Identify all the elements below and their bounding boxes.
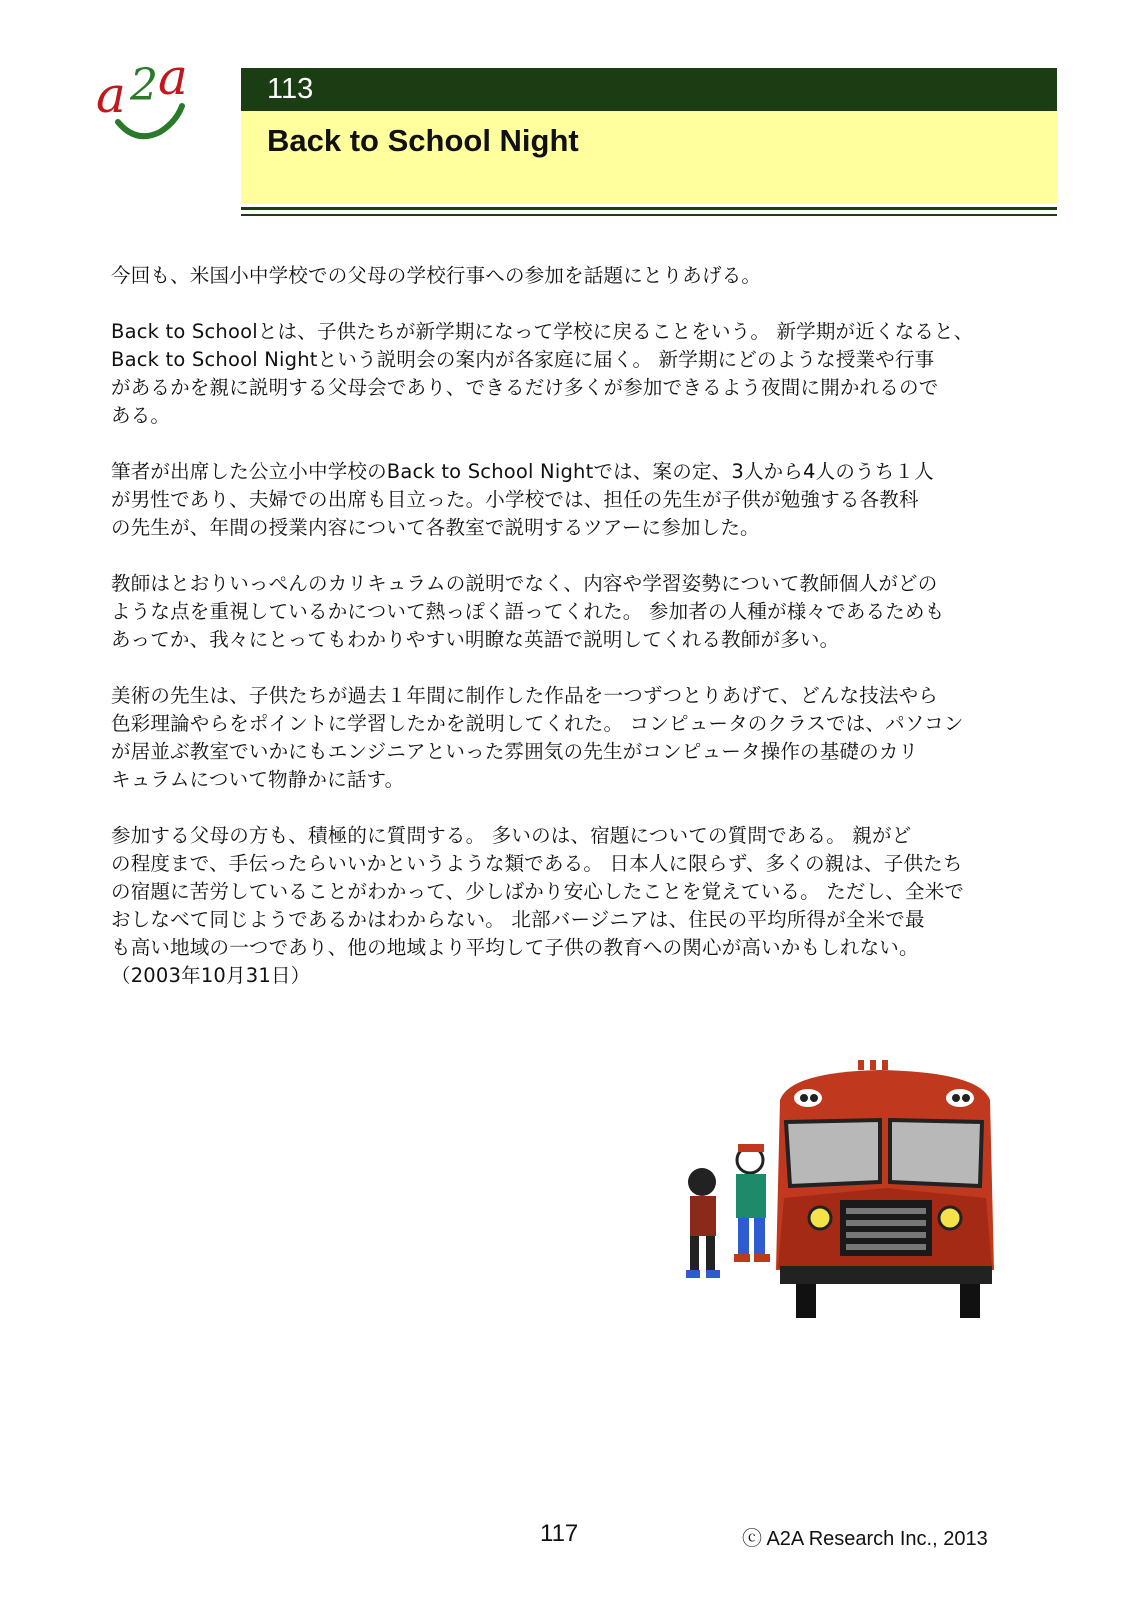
school-bus-children-icon xyxy=(680,1060,1020,1350)
page-header xyxy=(241,68,1057,216)
paragraph-5: 美術の先生は、子供たちが過去１年間に制作した作品を一つずつとりあげて、どんな技法やら 色彩理論やらをポイントに学習したかを説明してくれた。 コンピュータのクラスでは、パソコン が居並ぶ教室でいかにもエンジニアといった雰囲気の先生がコンピュータ操作の基礎のカリ キュラムについて物静かに話す。 xyxy=(111,684,964,791)
svg-text:a: a xyxy=(96,66,126,124)
svg-text:2: 2 xyxy=(130,60,158,111)
section-number: 113 xyxy=(241,68,1057,111)
a2a-logo-icon xyxy=(96,60,200,152)
header-divider-thin xyxy=(241,214,1057,216)
page-title: Back to School Night xyxy=(241,111,1057,203)
article-body xyxy=(111,262,1041,1018)
page-number: 117 xyxy=(540,1520,579,1547)
svg-text:a: a xyxy=(158,60,188,106)
paragraph-4: 教師はとおりいっぺんのカリキュラムの説明でなく、内容や学習姿勢について教師個人がどの ような点を重視しているかについて熱っぽく語ってくれた。 参加者の人種が様々であるためも あってか、我々にとってもわかりやすい明瞭な英語で説明してくれる教師が多い。 xyxy=(111,572,945,651)
paragraph-2: Back to Schoolとは、子供たちが新学期になって学校に戻ることをいう。 新学期が近くなると、 Back to School Nightという説明会の案内が各家庭に届く。 新学期にどのような授業や行事 があるかを親に説明する父母会であり、できるだけ多くが参加できるよう夜間に開かれるので ある。 xyxy=(111,320,974,427)
paragraph-6: 参加する父母の方も、積極的に質問する。 多いのは、宿題についての質問である。 親がど の程度まで、手伝ったらいいかというような類である。 日本人に限らず、多くの親は、子供たち の宿題に苦労していることがわかって、少しばかり安心したことを覚えている。 ただし、全米で おしなべて同じようであるかはわからない。 北部バージニアは、住民の平均所得が全米で最 も高い地域の一つであり、他の地域より平均して子供の教育への関心が高いかもしれない。 （2003年10月31日） xyxy=(111,824,965,987)
header-divider xyxy=(241,207,1057,210)
paragraph-1: 今回も、米国小中学校での父母の学校行事への参加を話題にとりあげる。 xyxy=(111,264,762,287)
paragraph-3: 筆者が出席した公立小中学校のBack to School Nightでは、案の定、3人から4人のうち１人 が男性であり、夫婦での出席も目立った。小学校では、担任の先生が子供が勉強する各教科 の先生が、年間の授業内容について各教室で説明するツアーに参加した。 xyxy=(111,460,934,539)
copyright-notice: ⓒ A2A Research Inc., 2013 xyxy=(742,1528,988,1550)
